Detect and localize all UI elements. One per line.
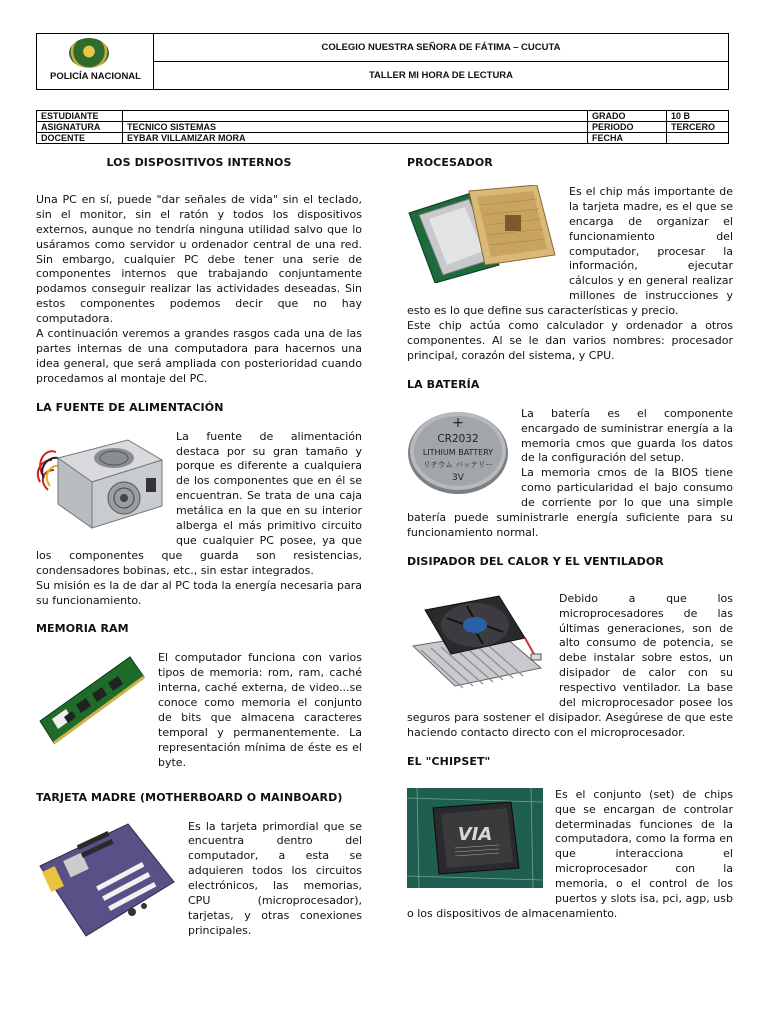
header-titles [154,34,728,89]
cpu-text-2: Este chip actúa como calculador y ordenador a otros componentes. Al se le dan varios nombres: procesador principal, corazón del sistema, y CPU. [407,319,733,362]
heatsink-section [407,555,733,741]
school-name: COLEGIO NUESTRA SEÑORA DE FÁTIMA – CUCUTA [321,42,561,53]
chipset-section [407,755,733,922]
battery-jp-text: リチウム バッテリー [423,459,493,469]
battery-type-text: LITHIUM BATTERY [422,447,494,457]
grade-value: 10 B [667,111,729,122]
motherboard-section [36,791,362,947]
info-row [37,133,729,144]
heatsink-fan-image [407,592,547,709]
battery-model-text: CR2032 [437,432,479,445]
ram-section [36,622,362,770]
left-column [36,156,362,946]
motherboard-image [36,820,176,945]
date-value [667,133,729,144]
ram-text: El computador funciona con varios tipos de memoria: rom, ram, caché interna, caché externa, de video...se conoce como memoria el conjunto de bits que almacena caracteres temporal y permanentemente. La representación mínima de éste es el byte. [158,651,362,769]
svg-text:+: + [452,414,464,431]
battery-volt-text: 3V [452,472,464,483]
battery-section [407,378,733,541]
chipset-brand-text: VIA [457,823,493,845]
battery-image [407,407,509,500]
heatsink-text: Debido a que los microprocesadores de las últimas generaciones, son de alto consumo de potencia, se debe instalar sobre estos, un disipador de calor con su respectivo ventilador. La base del microprocesador posee los seguros para sostener el disipador. Asegúrese de que este haciendo contacto directo con el microprocesador. [407,591,733,739]
right-column [407,156,733,922]
period-value: TERCERO [667,122,729,133]
cpu-title: PROCESADOR [407,156,493,169]
grade-label: GRADO [588,111,667,122]
workshop-title: TALLER MI HORA DE LECTURA [154,61,728,89]
intro-paragraph: Una PC en sí, puede "dar señales de vida" sin el teclado, sin el monitor, sin el ratón y todos los dispositivos externos, aunque no tendría ninguna utilidad salvo que lo usáramos como servidor u ordenador central de una red. Sin embargo, cualquier PC debe tener una serie de componentes internos que trabajando conjuntamente podamos conseguir realizar las actividades deseadas. Sin estos componentes podemos decir que no hay computadora. [36,192,362,326]
ram-title: MEMORIA RAM [36,622,129,636]
header-institution-cell [37,34,154,89]
processor-image [407,185,557,288]
main-title: LOS DISPOSITIVOS INTERNOS [106,156,292,169]
ram-module-image [36,651,146,760]
chipset-title: EL "CHIPSET" [407,754,491,768]
date-label: FECHA [588,133,667,144]
battery-text: La batería es el componente encargado de suministrar energía a la memoria cmos que guarda los datos de la configuración del setup. [521,406,733,465]
info-row [37,111,729,122]
psu-title: LA FUENTE DE ALIMENTACIÓN [36,400,224,414]
power-supply-image [36,430,164,535]
institution-name: POLICÍA NACIONAL [50,71,141,82]
motherboard-text: Es la tarjeta primordial que se encuentra dentro del computador, a esta se adquieren todos los circuitos electrónicos, las memorias, CPU (microprocesador), tarjetas, y otras conexiones principales. [188,819,362,937]
psu-text-2: Su misión es la de dar al PC toda la energía necesaria para su funcionamiento. [36,578,362,607]
header-table [36,33,729,90]
chipset-image [407,788,543,893]
student-value [123,111,588,122]
subject-value: TECNICO SISTEMAS [123,122,588,133]
police-seal-icon [69,38,109,68]
psu-section [36,401,362,609]
psu-text: La fuente de alimentación destaca por su gran tamaño y porque es diferente a cualquiera de los componentes que en él se encuentran. Se trata de una caja metálica en la que en su interior alberga el más primitivo circuito que cualquier PC posee, ya que los componentes que guarda son resistencias, condensadores bobinas, etc., sin estar integrados. [36,429,362,577]
period-label: PERIODO [588,122,667,133]
heatsink-title: DISIPADOR DEL CALOR Y EL VENTILADOR [407,554,664,568]
teacher-label: DOCENTE [37,133,123,144]
subject-label: ASIGNATURA [37,122,123,133]
battery-title: LA BATERÍA [407,377,480,391]
student-info-table [36,110,729,144]
info-row [37,122,729,133]
teacher-value: EYBAR VILLAMIZAR MORA [123,133,588,144]
student-label: ESTUDIANTE [37,111,123,122]
chipset-text: Es el conjunto (set) de chips que se encargan de controlar determinadas funciones de la computadora, como la forma en que interacciona el microprocesador con la memoria, o el control de los puertos y slots isa, pci, agp, usb o los dispositivos de almacenamiento. [407,787,733,920]
battery-text-2: La memoria cmos de la BIOS tiene como particularidad el bajo consumo de corriente por lo que una simple batería puede suministrarle energía suficiente para su funcionamiento normal. [407,466,733,539]
intro-paragraph-2: A continuación veremos a grandes rasgos cada una de las partes internas de una computadora para hacernos una idea general, que será ampliada con posterioridad cuando procedamos al montaje del PC. [36,327,362,385]
cpu-text: Es el chip más importante de la tarjeta madre, es el que se encarga de organizar el funcionamiento del computador, procesar la información, ejecutar cálculos y en general realizar millones de instrucciones y esto es lo que define sus características y precio. [407,184,733,318]
motherboard-title: TARJETA MADRE (MOTHERBOARD O MAINBOARD) [36,790,343,804]
